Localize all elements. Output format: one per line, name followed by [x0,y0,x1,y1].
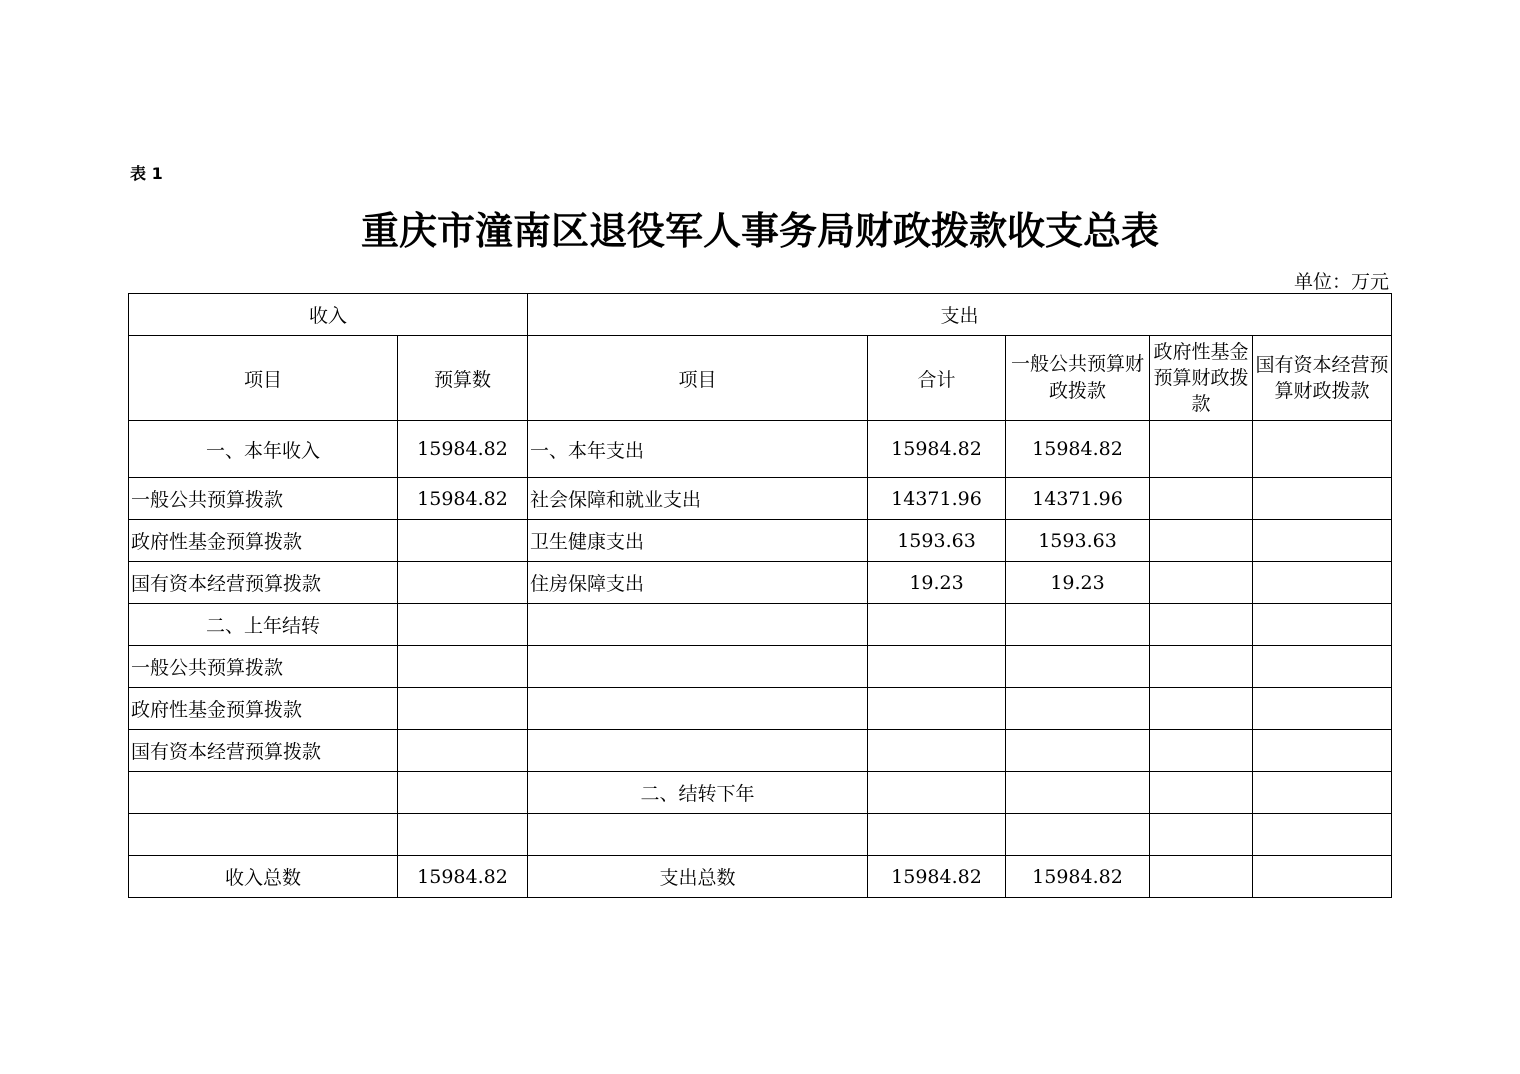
expense-item-cell [528,646,868,688]
income-item-header: 项目 [129,336,398,421]
income-budget-cell [398,730,528,772]
expense-item-cell: 住房保障支出 [528,562,868,604]
state-capital-cell [1253,478,1392,520]
income-budget-cell [398,814,528,856]
general-budget-cell [1006,646,1150,688]
table-row [129,688,1392,730]
general-budget-cell [1006,814,1150,856]
income-item-cell [129,814,398,856]
expense-header: 支出 [528,294,1392,336]
income-item-cell: 一般公共预算拨款 [129,478,398,520]
income-item-cell: 一般公共预算拨款 [129,646,398,688]
expense-total-cell [868,730,1006,772]
expense-item-cell: 二、结转下年 [528,772,868,814]
expense-item-cell [528,730,868,772]
gov-fund-cell [1150,730,1253,772]
expense-total-cell [868,688,1006,730]
state-capital-cell [1253,520,1392,562]
expense-item-cell: 卫生健康支出 [528,520,868,562]
general-budget-cell: 15984.82 [1006,421,1150,478]
income-item-cell: 收入总数 [129,856,398,898]
table-row [129,520,1392,562]
income-item-cell: 国有资本经营预算拨款 [129,562,398,604]
gov-fund-cell [1150,688,1253,730]
general-budget-cell [1006,688,1150,730]
gov-fund-header: 政府性基金预算财政拨款 [1150,336,1253,421]
table-row [129,814,1392,856]
expense-total-cell [868,604,1006,646]
expense-item-cell [528,688,868,730]
income-budget-cell: 15984.82 [398,478,528,520]
table-row [129,856,1392,898]
general-budget-cell [1006,730,1150,772]
general-budget-cell [1006,604,1150,646]
income-budget-cell [398,688,528,730]
state-capital-cell [1253,562,1392,604]
income-item-cell [129,772,398,814]
expense-total-cell: 14371.96 [868,478,1006,520]
table-label: 表 1 [130,164,163,183]
income-budget-cell: 15984.82 [398,421,528,478]
general-budget-cell: 1593.63 [1006,520,1150,562]
table-row [129,604,1392,646]
gov-fund-cell [1150,646,1253,688]
income-budget-cell [398,604,528,646]
budget-table [128,293,1392,898]
general-budget-cell [1006,772,1150,814]
header-row-group [129,294,1392,336]
income-budget-cell [398,562,528,604]
general-budget-cell: 14371.96 [1006,478,1150,520]
unit-label: 单位：万元 [1293,271,1389,293]
gov-fund-cell [1150,814,1253,856]
gov-fund-cell [1150,562,1253,604]
income-item-cell: 二、上年结转 [129,604,398,646]
gov-fund-cell [1150,478,1253,520]
income-budget-header: 预算数 [398,336,528,421]
state-capital-cell [1253,421,1392,478]
table-row [129,478,1392,520]
state-capital-cell [1253,688,1392,730]
state-capital-cell [1253,730,1392,772]
expense-item-cell [528,814,868,856]
expense-item-cell: 支出总数 [528,856,868,898]
expense-total-cell [868,646,1006,688]
expense-total-cell: 19.23 [868,562,1006,604]
income-header: 收入 [129,294,528,336]
state-capital-cell [1253,772,1392,814]
gov-fund-cell [1150,604,1253,646]
income-budget-cell [398,520,528,562]
expense-total-cell: 15984.82 [868,856,1006,898]
expense-total-header: 合计 [868,336,1006,421]
income-budget-cell: 15984.82 [398,856,528,898]
table-body [129,421,1392,898]
expense-item-cell [528,604,868,646]
state-capital-cell [1253,604,1392,646]
expense-total-cell [868,814,1006,856]
general-budget-cell: 15984.82 [1006,856,1150,898]
expense-total-cell [868,772,1006,814]
expense-total-cell: 15984.82 [868,421,1006,478]
general-budget-header: 一般公共预算财政拨款 [1006,336,1150,421]
state-capital-header: 国有资本经营预算财政拨款 [1253,336,1392,421]
expense-item-header: 项目 [528,336,868,421]
page-title: 重庆市潼南区退役军人事务局财政拨款收支总表 [360,209,1159,253]
state-capital-cell [1253,814,1392,856]
gov-fund-cell [1150,772,1253,814]
income-budget-cell [398,646,528,688]
header-row-columns [129,336,1392,421]
gov-fund-cell [1150,520,1253,562]
income-item-cell: 政府性基金预算拨款 [129,688,398,730]
state-capital-cell [1253,856,1392,898]
general-budget-cell: 19.23 [1006,562,1150,604]
income-item-cell: 国有资本经营预算拨款 [129,730,398,772]
income-item-cell: 一、本年收入 [129,421,398,478]
income-item-cell: 政府性基金预算拨款 [129,520,398,562]
income-budget-cell [398,772,528,814]
table-row [129,772,1392,814]
expense-total-cell: 1593.63 [868,520,1006,562]
table-row [129,562,1392,604]
state-capital-cell [1253,646,1392,688]
gov-fund-cell [1150,856,1253,898]
expense-item-cell: 一、本年支出 [528,421,868,478]
table-row [129,730,1392,772]
table-row [129,646,1392,688]
gov-fund-cell [1150,421,1253,478]
expense-item-cell: 社会保障和就业支出 [528,478,868,520]
table-row [129,421,1392,478]
